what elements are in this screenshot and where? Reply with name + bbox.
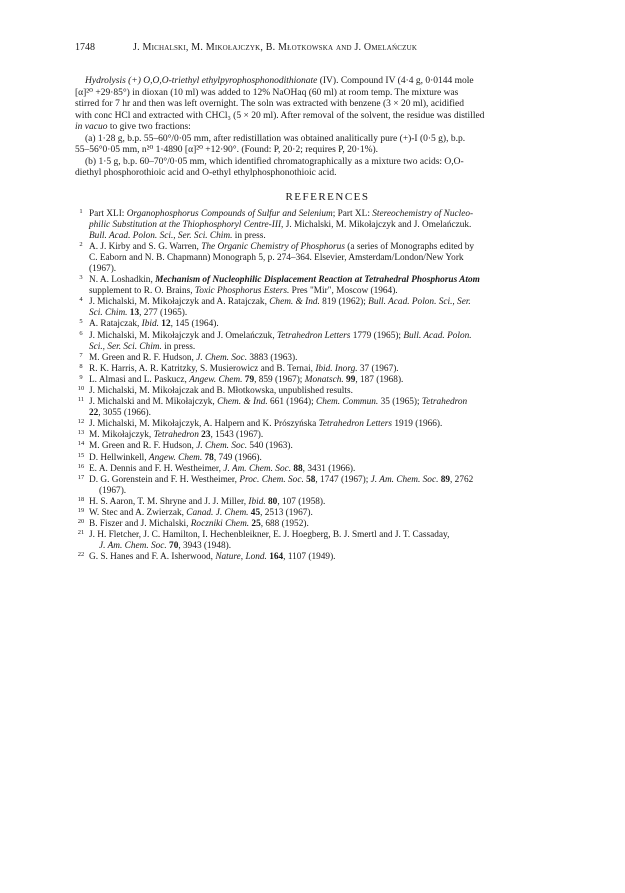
reference-item: 19 W. Stec and A. Zwierzak, Canad. J. Chem. 45, 2513 (1967). [75,508,580,519]
running-head-authors: J. Michalski, M. Mikołajczyk, B. Młotkowska and J. Omelańczuk [133,42,418,53]
reference-number: 13 [77,429,85,437]
reference-number: 3 [79,274,83,282]
reference-number: 8 [79,362,83,370]
experimental-section [75,76,580,180]
reference-item: 21 J. H. Fletcher, J. C. Hamilton, I. Hechenbleikner, E. J. Hoegberg, B. J. Smertl and J. T. Cassaday, J. Am. Chem. Soc. 70, 3943 (1948). [75,530,580,552]
reference-number: 12 [77,418,85,426]
reference-item: 8 R. K. Harris, A. R. Katritzky, S. Musierowicz and B. Ternai, Ibid. Inorg. 37 (1967). [75,364,580,375]
hydrolysis-line-4: with conc HCl and extracted with CHCl₃ (5 × 20 ml). After removal of the solvent, the residue was distilled [75,110,485,121]
reference-item: 2 A. J. Kirby and S. G. Warren, The Organic Chemistry of Phosphorus (a series of Monographs edited by C. Eaborn and N. B. Chapmann) Monograph 5, p. 274–364. Elsevier, Amsterdam/London/New York (1967). [75,242,580,275]
reference-number: 11 [77,396,85,404]
reference-number: 17 [77,473,85,481]
reference-number: 2 [79,240,83,248]
reference-item: 15 D. Hellwinkell, Angew. Chem. 78, 749 (1966). [75,453,580,464]
references-list [75,209,580,564]
reference-number: 14 [77,440,85,448]
reference-item: 5 A. Ratajczak, Ibid. 12, 145 (1964). [75,319,580,330]
hydrolysis-line-2: [α]²⁰ +29·85°) in dioxan (10 ml) was added to 12% NaOHaq (60 ml) at room temp. The mixture was [75,87,459,98]
reference-number: 21 [77,529,85,537]
references-heading: REFERENCES [285,190,370,203]
reference-item: 4 J. Michalski, M. Mikołajczyk and A. Ratajczak, Chem. & Ind. 819 (1962); Bull. Acad. Polon. Sci., Ser. Sci. Chim. 13, 277 (1965). [75,297,580,319]
reference-number: 20 [77,518,85,526]
reference-item: 16 E. A. Dennis and F. H. Westheimer, J. Am. Chem. Soc. 88, 3431 (1966). [75,464,580,475]
hydrolysis-paragraph: Hydrolysis (+) O,O,O-triethyl ethylpyrophosphonodithionate (IV). Compound IV (4·4 g, 0·0144 mole [85,76,474,86]
reference-number: 5 [79,318,83,326]
reference-number: 18 [77,495,85,503]
reference-number: 22 [77,551,85,559]
fraction-b: (b) 1·5 g, b.p. 60–70°/0·05 mm, which identified chromatographically as a mixture two acids: O,O- [85,156,464,167]
reference-number: 15 [77,451,85,459]
reference-number: 1 [79,207,83,215]
fraction-b-cont: diethyl phosphorothioic acid and O-ethyl ethylphosphonothioic acid. [75,168,337,178]
reference-item: 18 H. S. Aaron, T. M. Shryne and J. J. Miller, Ibid. 80, 107 (1958). [75,497,580,508]
reference-item: 22 G. S. Hanes and F. A. Isherwood, Nature, Lond. 164, 1107 (1949). [75,552,580,563]
reference-item: 20 B. Fiszer and J. Michalski, Roczniki Chem. 25, 688 (1952). [75,519,580,530]
reference-item: 17 D. G. Gorenstein and F. H. Westheimer, Proc. Chem. Soc. 58, 1747 (1967); J. Am. Chem. Soc. 89, 2762 (1967). [75,475,580,497]
page-number: 1748 [75,42,95,53]
reference-item: 12 J. Michalski, M. Mikołajczyk, A. Halpern and K. Prószyńska Tetrahedron Letters 1919 (1966). [75,419,580,430]
reference-number: 9 [79,373,83,381]
hydrolysis-line-5: in vacuo to give two fractions: [75,122,191,132]
hydrolysis-heading: Hydrolysis (+) O,O,O-triethyl ethylpyrophosphonodithionate [85,76,318,86]
journal-page [75,40,580,564]
reference-number: 6 [79,329,83,337]
reference-item: 1 Part XLI: Organophosphorus Compounds of Sulfur and Selenium; Part XL: Stereochemistry of Nucleo- philic Substitution at the Thiophosphoryl Centre-III, J. Michalski, M. Mikołajczyk and J. Omelańczuk. Bull. Acad. Polon. Sci., Ser. Sci. Chim. in press. [75,209,580,242]
reference-item: 11 J. Michalski and M. Mikołajczyk, Chem. & Ind. 661 (1964); Chem. Commun. 35 (1965); Tetrahedron 22, 3055 (1966). [75,397,580,419]
reference-item: 10 J. Michalski, M. Mikołajczak and B. Młotkowska, unpublished results. [75,386,580,397]
reference-item: 7 M. Green and R. F. Hudson, J. Chem. Soc. 3883 (1963). [75,353,580,364]
reference-number: 19 [77,507,85,515]
fraction-a-cont: 55–56°0·05 mm, n²⁰ 1·4890 [α]²⁰ +12·90°. (Found: P, 20·2; requires P, 20·1%). [75,145,379,155]
reference-item: 6 J. Michalski, M. Mikołajczyk and J. Omelańczuk, Tetrahedron Letters 1779 (1965); Bull. Acad. Polon. Sci., Ser. Sci. Chim. in press. [75,331,580,353]
fraction-a: (a) 1·28 g, b.p. 55–60°/0·05 mm, after redistillation was obtained analitically pure (+)-I (0·5 g), b.p. [85,133,466,144]
page-header [75,40,580,56]
reference-item: 9 L. Almasi and L. Paskucz, Angew. Chem. 79, 859 (1967); Monatsch. 99, 187 (1968). [75,375,580,386]
reference-number: 16 [77,462,85,470]
reference-item: 3 N. A. Loshadkin, Mechanism of Nucleophilic Displacement Reaction at Tetrahedral Phosphorus Atom supplement to R. O. Brains, Toxic Phosphorus Esters. Pres "Mir", Moscow (1964). [75,275,580,297]
hydrolysis-line-3: stirred for 7 hr and then was left overnight. The soln was extracted with benzene (3 × 20 ml), acidified [75,99,465,109]
reference-number: 7 [79,351,83,359]
reference-number: 4 [79,296,83,304]
reference-item: 14 M. Green and R. F. Hudson, J. Chem. Soc. 540 (1963). [75,441,580,452]
reference-number: 10 [77,385,85,392]
reference-item: 13 M. Mikołajczyk, Tetrahedron 23, 1543 (1967). [75,430,580,441]
